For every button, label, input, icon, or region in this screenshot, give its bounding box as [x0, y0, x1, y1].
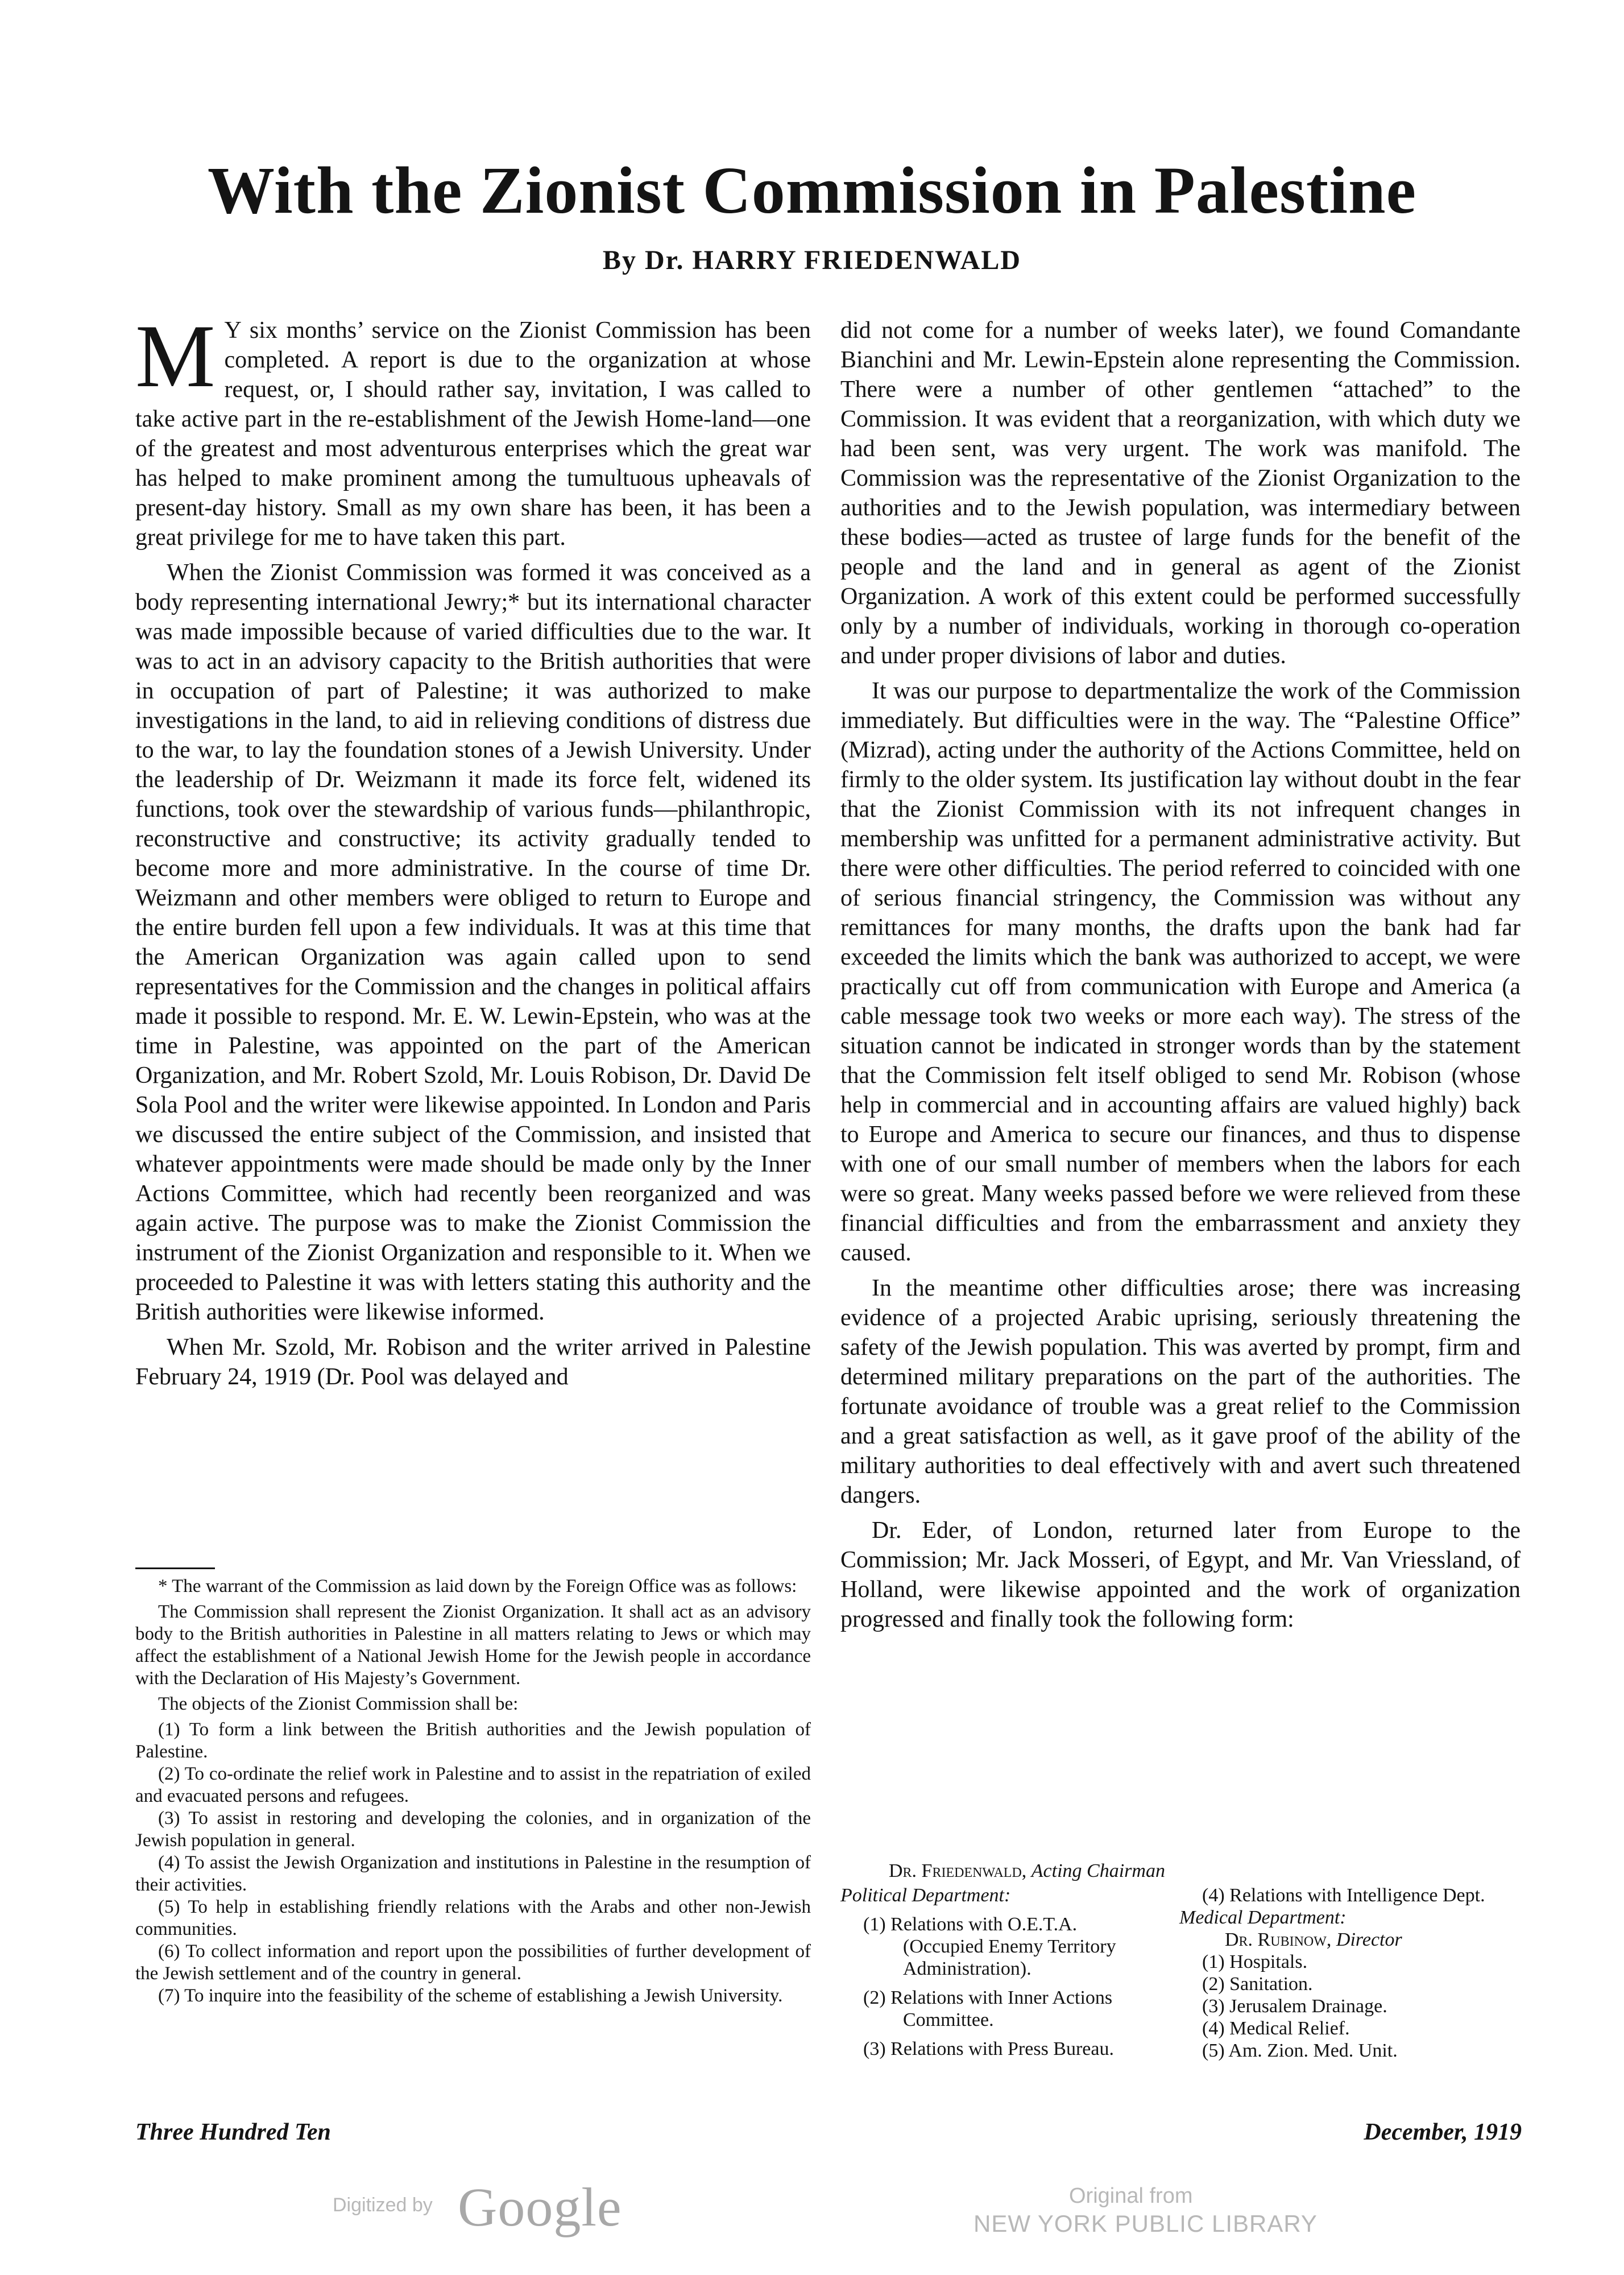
footnote-intro: * The warrant of the Commission as laid down by the Foreign Office was as follows:: [158, 1576, 797, 1596]
organization-chart: [840, 1860, 1521, 2066]
article-title: With the Zionist Commission in Palestine: [208, 153, 1416, 228]
list-item: (5) To help in establishing friendly relations with the Arabs and other non-Jewish communities.: [135, 1897, 811, 1939]
paragraph-7: Dr. Eder, of London, returned later from Europe to the Commission; Mr. Jack Mosseri, of Egypt, and Mr. Van Vriessland, of Holland, were likewise appointed and the work of organization progressed and finally took the following form:: [840, 1517, 1521, 1632]
library-label: NEW YORK PUBLIC LIBRARY: [973, 2210, 1318, 2237]
org-columns: [840, 1884, 1521, 2066]
list-item: (2) To co-ordinate the relief work in Palestine and to assist in the repatriation of exiled and evacuated persons and refugees.: [135, 1764, 811, 1806]
org-column-left: [840, 1884, 1159, 2066]
political-list-continued: [1179, 1884, 1521, 1906]
medical-director-line: [1225, 1929, 1521, 1951]
paragraph-1: [135, 307, 811, 552]
political-list: [840, 1913, 1159, 2060]
medical-director-role: Director: [1336, 1929, 1402, 1950]
list-item: (3) Relations with Press Bureau.: [863, 2038, 1114, 2059]
list-item: (2) Sanitation.: [1202, 1974, 1313, 1995]
list-item: (4) Medical Relief.: [1202, 2018, 1350, 2039]
footnote-objects-heading: The objects of the Zionist Commission shall be:: [158, 1694, 519, 1714]
drop-cap: M: [135, 307, 216, 406]
objects-list: [135, 1719, 811, 2007]
paragraph-6: In the meantime other difficulties arose; there was increasing evidence of a projected Arabic uprising, seriously threatening the safety of the Jewish population. This was averted by prompt, firm and determined military preparations on the part of the authorities. The fortunate avoidance of trouble was a great relief to the Commission and a great satisfaction as well, as it gave proof of the ability of the military authorities to deal effectively with and avert such threatened dangers.: [840, 1275, 1521, 1508]
medical-department-heading: Medical Department:: [1179, 1907, 1347, 1928]
chairman-name: Dr. Friedenwald,: [889, 1860, 1027, 1881]
chairman-role: Acting Chairman: [1031, 1860, 1165, 1881]
list-item: (6) To collect information and report upon the possibilities of further development of the Jewish settlement and of the country in general.: [135, 1941, 811, 1984]
paragraph-4: did not come for a number of weeks later), we found Comandante Bianchini and Mr. Lewin-Epstein alone representing the Commission. There were a number of other gentlemen “attached” to the Commission. It was evident that a reorganization, with which duty we had been sent, was very urgent. The work was manifold. The Commission was the representative of the Zionist Organization to the authorities and to the Jewish population, was intermediary between these bodies—acted as trustee of large funds for the benefit of the people and the land and in general as agent of the Zionist Organization. A work of this extent could be performed successfully only by a number of individuals, working in thorough co-operation and under proper divisions of labor and duties.: [840, 317, 1521, 669]
article-byline: By Dr. HARRY FRIEDENWALD: [602, 245, 1022, 275]
issue-date: December, 1919: [1364, 2119, 1522, 2145]
medical-director-name: Dr. Rubinow,: [1225, 1929, 1332, 1950]
list-item: (1) To form a link between the British authorities and the Jewish population of Palestine.: [135, 1719, 811, 1762]
list-item: (1) Relations with O.E.T.A. (Occupied Enemy Territory Administration).: [863, 1914, 1116, 1979]
google-logo: Google: [458, 2177, 622, 2237]
list-item: (3) To assist in restoring and developing the colonies, and in organization of the Jewish population in general.: [135, 1808, 811, 1851]
list-item: (5) Am. Zion. Med. Unit.: [1202, 2040, 1398, 2061]
digitized-by-label: Digitized by: [333, 2194, 433, 2216]
paragraph-3: When Mr. Szold, Mr. Robison and the writer arrived in Palestine February 24, 1919 (Dr. Pool was delayed and: [135, 1334, 811, 1390]
page-number-label: Three Hundred Ten: [135, 2119, 331, 2145]
paragraph-2: When the Zionist Commission was formed it was conceived as a body representing international Jewry;* but its international character was made impossible because of varied difficulties due to the war. It was to act in an advisory capacity to the British authorities that were in occupation of part of Palestine; it was authorized to make investigations in the land, to aid in relieving conditions of distress due to the war, to lay the foundation stones of a Jewish University. Under the leadership of Dr. Weizmann it made its force felt, widened its functions, took over the stewardship of various funds—philanthropic, reconstructive and constructive; its activity gradually tended to become more and more administrative. In the course of time Dr. Weizmann and other members were obliged to return to Europe and the entire burden fell upon a few individuals. It was at this time that the American Organization was again called upon to send representatives for the Commission and the changes in political affairs made it possible to respond. Mr. E. W. Lewin-Epstein, who was at the time in Palestine, was appointed on the part of the American Organization, and Mr. Robert Szold, Mr. Louis Robison, Dr. David De Sola Pool and the writer were likewise appointed. In London and Paris we discussed the entire subject of the Commission, and insisted that whatever appointments were made should be made only by the Inner Actions Committee, which had recently been reorganized and was again active. The purpose was to make the Zionist Commission the instrument of the Zionist Organization and responsible to it. When we proceeded to Palestine it was with letters stating this authority and the British authorities were likewise informed.: [135, 560, 811, 1325]
list-item: (4) Relations with Intelligence Dept.: [1202, 1885, 1485, 1906]
paragraph-5: It was our purpose to departmentalize the work of the Commission immediately. But difficulties were in the way. The “Palestine Office” (Mizrad), acting under the authority of the Actions Committee, held on firmly to the older system. Its justification lay without doubt in the fear that the Zionist Commission with its not infrequent changes in membership was unfitted for a permanent administrative activity. But there were other difficulties. The period referred to coincided with one of serious financial stringency, the Commission was without any remittances for many months, the drafts upon the bank had far exceeded the limits which the bank was authorized to accept, we were practically cut off from communication with Europe and America (a cable message took two weeks or more each way). The stress of the situation cannot be indicated in stronger words than by the statement that the Commission felt itself obliged to send Mr. Robison (whose help in commercial and in accounting affairs are valued highly) back to Europe and America to secure our finances, and thus to dispense with one of our small number of members when the labors for each were so great. Many weeks passed before we were relieved from these financial difficulties and from the embarrassment and anxiety they caused.: [840, 678, 1521, 1266]
footnote-rule: [135, 1567, 215, 1569]
list-item: (3) Jerusalem Drainage.: [1202, 1996, 1387, 2017]
list-item: (1) Hospitals.: [1202, 1951, 1308, 1972]
original-from-label: Original from: [1069, 2184, 1193, 2208]
paragraph-1-text: Y six months’ service on the Zionist Commission has been completed. A report is due to the organization at whose request, or, I should rather say, invitation, I was called to take active part in the re-establishment of the Jewish Home-land—one of the greatest and most adventurous enterprises which the great war has helped to make prominent among the tumultuous upheavals of present-day history. Small as my own share has been, it has been a great privilege for me to have taken this part.: [135, 317, 811, 551]
right-column: [840, 316, 1521, 1640]
political-department-heading: Political Department:: [840, 1885, 1011, 1906]
list-item: (2) Relations with Inner Actions Committee.: [863, 1987, 1113, 2030]
footnote: [135, 1575, 811, 2007]
list-item: (7) To inquire into the feasibility of the scheme of establishing a Jewish University.: [158, 1986, 783, 2006]
medical-list: [1179, 1951, 1521, 2062]
org-column-right: [1179, 1884, 1521, 2066]
chairman-line: [889, 1860, 1521, 1882]
footnote-warrant: The Commission shall represent the Zionist Organization. It shall act as an advisory body to the British authorities in Palestine in all matters relating to Jews or which may affect the establishment of a National Jewish Home for the Jewish people in accordance with the Declaration of His Majesty’s Government.: [135, 1602, 811, 1689]
list-item: (4) To assist the Jewish Organization and institutions in Palestine in the resumption of their activities.: [135, 1852, 811, 1895]
left-column: [135, 307, 811, 1397]
